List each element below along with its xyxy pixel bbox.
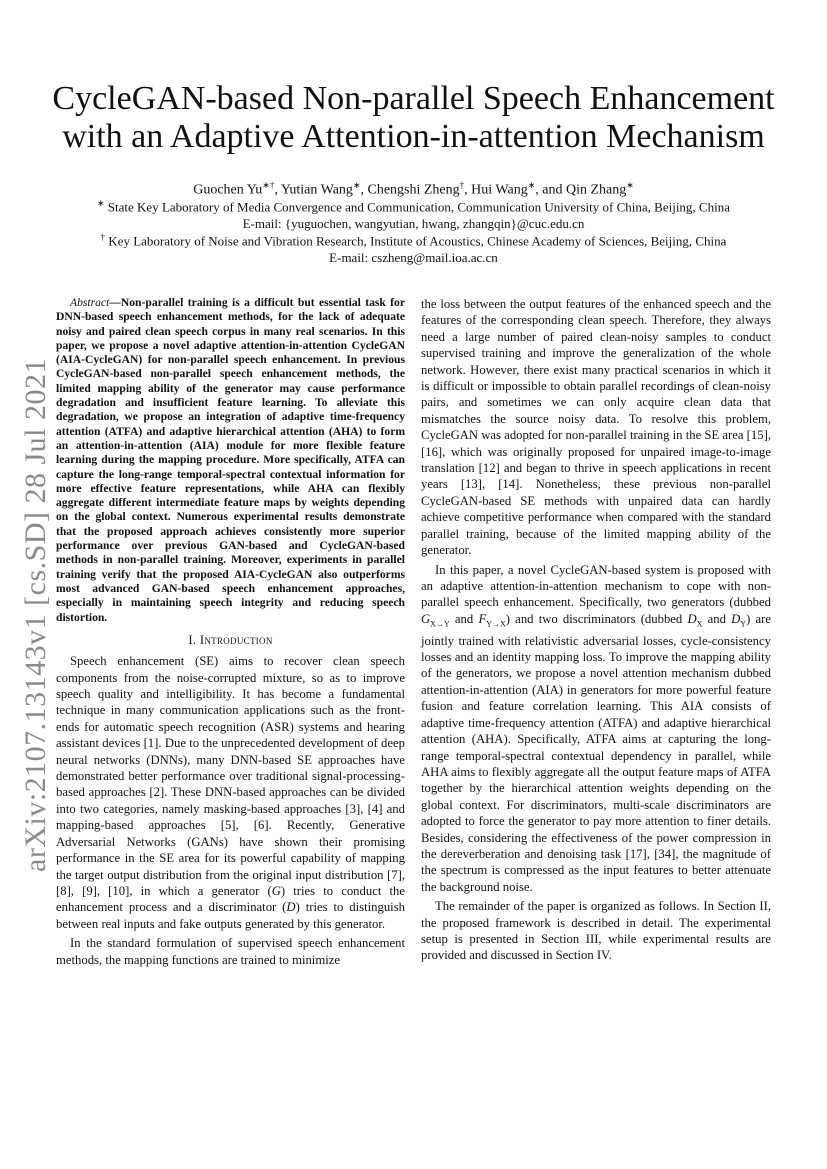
math-subscript: X bbox=[696, 619, 703, 629]
affiliation-text: State Key Laboratory of Media Convergence and Communication, Communication University of China, Beijing, China bbox=[107, 199, 730, 215]
author-mark: ∗† bbox=[262, 180, 275, 190]
left-column bbox=[56, 296, 405, 968]
math-subscript: Y→X bbox=[486, 619, 506, 629]
author-mark: ∗ bbox=[527, 180, 536, 190]
math-symbol: F bbox=[478, 611, 487, 626]
paragraph-text: ) tries to conduct the enhancement process and a discriminator ( bbox=[56, 883, 405, 915]
section-number: I. bbox=[188, 632, 197, 647]
right-column bbox=[421, 296, 771, 964]
affiliation-mark: ∗ bbox=[97, 198, 105, 208]
intro-paragraph-3: the loss between the output features of the enhanced speech and the features of the corresponding clean speech. Therefore, they always need a large number of paired clean-noisy samples to conduct supervised training and improve the generalization of the whole network. However, there exist many practical scenarios in which it is difficult or impossible to obtain parallel recordings of clean-noisy pairs, and sometimes we can only acquire clean data that mismatches the source noisy data. To resolve this problem, CycleGAN was adopted for non-parallel training in the SE area [15], [16], which was originally proposed for unpaired image-to-image translation [12] and began to thrive in speech applications in recent years [13], [14]. Nonetheless, these previous non-parallel CycleGAN-based SE methods with unpaired data can hardly achieve competitive performance when compared with the standard parallel training, because of the limited mapping ability of the generator. bbox=[421, 297, 771, 558]
math-symbol: D bbox=[286, 900, 296, 915]
paragraph-text: and bbox=[702, 611, 732, 626]
author-list: Guochen Yu∗†, Yutian Wang∗, Chengshi Zheng†, Hui Wang∗, and Qin Zhang∗ bbox=[193, 180, 634, 198]
paper-title bbox=[40, 80, 787, 156]
abstract-label: Abstract bbox=[70, 296, 110, 309]
author-name: Chengshi Zheng bbox=[367, 182, 460, 198]
paragraph-text: ) are jointly trained with relativistic adversarial losses, cycle-consistency losses and an identity mapping loss. To improve the mapping ability of the generators, we propose a novel attention mechanism dubbed attention-in-attention (AIA) in generators for more powerful feature fusion and feature correlation learning. This AIA consists of adaptive time-frequency attention (ATFA) and adaptive hierarchical attention (AHA). Specifically, ATFA aims at capturing the long-range temporal-spectral contextual dependency in parallel, while AHA aims to flexibly aggregate all the output feature maps of ATFA together by the hierarchical attention weights depending on the global context. For discriminators, multi-scale discriminators are adopted to force the generator to pay more attention to finer details. Besides, considering the effectiveness of the power compression in the dereverberation and denoising task [17], [34], the magnitude of the spectrum is compressed as the input features to better attenuate the background noise. bbox=[421, 611, 771, 894]
section-heading bbox=[56, 632, 405, 648]
abstract bbox=[56, 296, 405, 625]
paragraph-text: In this paper, a novel CycleGAN-based system is proposed with an adaptive attention-in-attention mechanism to cope with non-parallel speech enhancement. Specifically, two generators (dubbed bbox=[421, 562, 771, 610]
affiliation-email: E-mail: {yuguochen, wangyutian, hwang, zhangqin}@cuc.edu.cn bbox=[242, 216, 585, 232]
author-mark: ∗ bbox=[626, 180, 634, 190]
affiliation-text: Key Laboratory of Noise and Vibration Research, Institute of Acoustics, Chinese Academy of Sciences, Beijing, China bbox=[108, 233, 727, 249]
intro-paragraph-5: The remainder of the paper is organized as follows. In Section II, the proposed framework is described in detail. The experimental setup is presented in Section III, while experimental results are provided and discussed in Section IV. bbox=[421, 899, 771, 963]
author-name: Guochen Yu bbox=[193, 182, 263, 198]
paragraph-text: ) tries to distinguish between real inputs and fake outputs generated by this generator. bbox=[56, 900, 405, 931]
math-symbol: G bbox=[421, 611, 431, 626]
author-name: Hui Wang bbox=[471, 182, 528, 198]
affiliation-mark: † bbox=[100, 232, 106, 242]
paragraph-text: Speech enhancement (SE) aims to recover clean speech components from the noise-corrupted mixture, so as to improve speech quality and intelligibility. It has become a fundamental technique in many communication applications such as the front-ends for automatic speech recognition (ASR) systems and hearing assistant devices [1]. Due to the unprecedented development of deep neural networks (DNNs), many DNN-based SE approaches have demonstrated better performance over traditional signal-processing-based approaches [2]. These DNN-based approaches can be divided into two categories, namely masking-based approaches [3], [4] and mapping-based approaches [5], [6]. Recently, Generative Adversarial Networks (GANs) have shown their promising performance in the SE area for its powerful capability of mapping the target output distribution from the original input distribution [7], [8], [9], [10], in which a generator ( bbox=[56, 654, 405, 898]
math-subscript: X→Y bbox=[430, 619, 450, 629]
author-mark: ∗ bbox=[352, 180, 361, 190]
math-symbol: G bbox=[271, 883, 281, 898]
paragraph-text: ) and two discriminators (dubbed bbox=[505, 611, 688, 626]
author-name: and Qin Zhang bbox=[542, 182, 627, 198]
math-symbol: D bbox=[687, 611, 697, 626]
affiliation-email: E-mail: cszheng@mail.ioa.ac.cn bbox=[329, 250, 498, 266]
abstract-text: —Non-parallel training is a difficult but essential task for DNN-based speech enhancement methods, for the lack of adequate noisy and paired clean speech corpus in many real scenarios. In this paper, we propose a novel adaptive attention-in-attention CycleGAN (AIA-CycleGAN) for non-parallel speech enhancement. In previous CycleGAN-based non-parallel speech enhancement methods, the limited mapping ability of the generator may cause performance degradation and insufficient feature learning. To alleviate this degradation, we propose an integration of adaptive time-frequency attention (ATFA) and adaptive hierarchical attention (AHA) to form an attention-in-attention (AIA) module for more flexible feature learning during the mapping procedure. More specifically, ATFA can capture the long-range temporal-spectral contextual information for more effective feature representations, while AHA can flexibly aggregate different intermediate feature maps by weights depending on the global context. Numerous experimental results demonstrate that the proposed approach achieves consistently more superior performance over previous GAN-based and CycleGAN-based methods in non-parallel training. Moreover, experiments in parallel training verify that the proposed AIA-CycleGAN also outperforms most advanced GAN-based speech enhancement approaches, especially in maintaining speech integrity and reducing speech distortion. bbox=[56, 296, 405, 624]
author-mark: † bbox=[459, 180, 465, 190]
affiliation-1 bbox=[40, 195, 787, 232]
arxiv-id: arXiv:2107.13143v1 [cs.SD] 28 Jul 2021 bbox=[19, 358, 52, 872]
intro-paragraph-4 bbox=[421, 562, 771, 896]
title-line-2: with an Adaptive Attention-in-attention Mechanism bbox=[62, 118, 765, 155]
section-title: Introduction bbox=[199, 632, 273, 647]
affiliation-2 bbox=[40, 229, 787, 266]
paragraph-text: and bbox=[449, 611, 479, 626]
intro-paragraph-1 bbox=[56, 653, 405, 932]
math-symbol: D bbox=[731, 611, 741, 626]
math-subscript: Y bbox=[740, 619, 747, 629]
title-line-1: CycleGAN-based Non-parallel Speech Enhancement bbox=[52, 80, 775, 117]
author-name: Yutian Wang bbox=[280, 182, 353, 198]
intro-paragraph-2: In the standard formulation of supervised speech enhancement methods, the mapping functions are trained to minimize bbox=[56, 936, 405, 967]
